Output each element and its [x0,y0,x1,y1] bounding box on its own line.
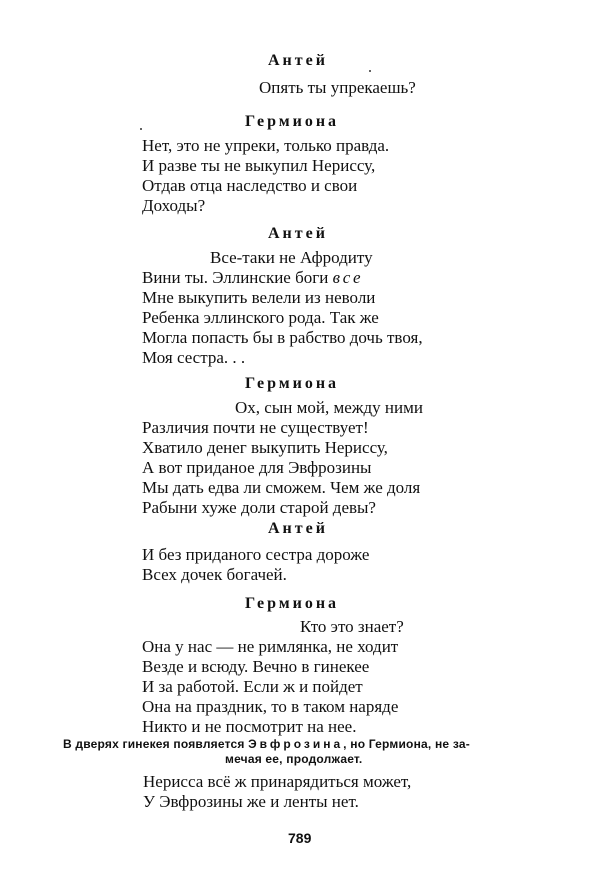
verse-line: Кто это знает? [300,617,404,636]
verse-line: Различия почти не существует! [142,418,369,437]
emphasized-word: все [332,268,364,287]
verse-line: Мы дать едва ли сможем. Чем же доля [142,478,421,497]
verse-line: Нерисса всё ж принарядиться может, [143,772,412,791]
verse-line: Все-таки не Афродиту [210,248,373,267]
verse-line: И разве ты не выкупил Нериссу, [142,156,376,175]
verse-line: Нет, это не упреки, только правда. [142,136,390,155]
speaker-name: Антей [268,520,328,537]
verse-line: А вот приданое для Эвфрозины [142,458,372,477]
speaker-name: Антей [268,52,328,69]
verse-line: Рабыни хуже доли старой девы? [142,498,376,517]
verse-line: Моя сестра. . . [142,348,246,367]
print-speck [140,128,142,130]
verse-line: Ребенка эллинского рода. Так же [142,308,379,327]
verse-line: Она на праздник, то в таком наряде [142,697,399,716]
verse-line: Ох, сын мой, между ними [235,398,423,417]
stage-direction-cont: мечая ее, продолжает. [225,752,363,766]
stage-direction [63,737,470,751]
verse-line: Всех дочек богачей. [142,565,287,584]
verse-line: И за работой. Если ж и пойдет [142,677,363,696]
character-name: Эвфрозина [248,737,344,751]
verse-line [142,268,364,288]
verse-line: Отдав отца наследство и свои [142,176,358,195]
verse-line: Хватило денег выкупить Нериссу, [142,438,388,457]
page-number: 789 [288,830,312,846]
speaker-name: Гермиона [245,375,340,392]
verse-line: Могла попасть бы в рабство дочь твоя, [142,328,423,347]
speaker-name: Антей [268,225,328,242]
speaker-name: Гермиона [245,595,340,612]
verse-line: У Эвфрозины же и ленты нет. [143,792,359,811]
verse-line: Мне выкупить велели из неволи [142,288,376,307]
verse-line: Везде и всюду. Вечно в гинекее [142,657,370,676]
stage-text: , но Гермиона, не за- [343,737,470,751]
verse-line: Доходы? [142,196,206,215]
verse-text: Вини ты. Эллинские боги [142,268,329,287]
verse-line: Никто и не посмотрит на нее. [142,717,357,736]
verse-line: Она у нас — не римлянка, не ходит [142,637,399,656]
print-speck [369,70,371,72]
speaker-name: Гермиона [245,113,340,130]
stage-text: В дверях гинекея появляется [63,737,245,751]
verse-line: Опять ты упрекаешь? [259,78,416,97]
verse-line: И без приданого сестра дороже [142,545,370,564]
